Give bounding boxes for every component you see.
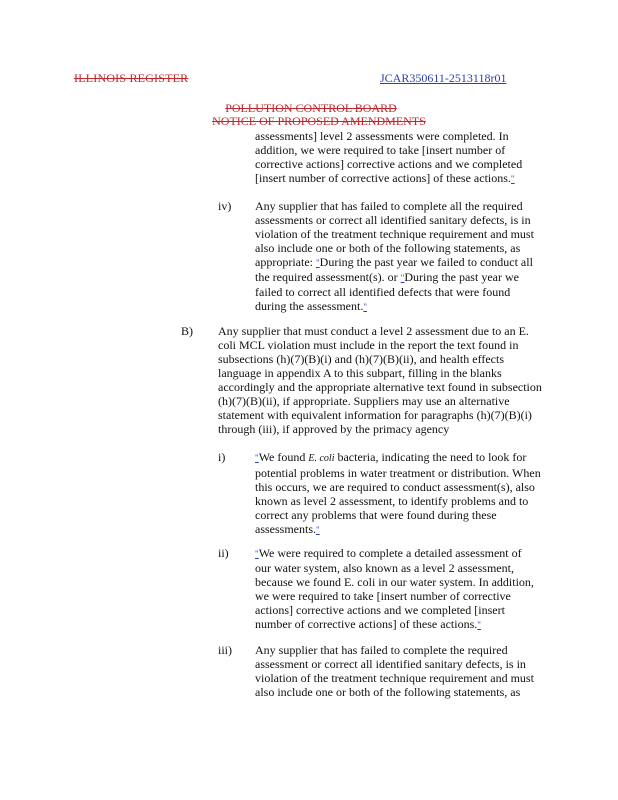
paragraph-Bii: [255, 546, 534, 632]
italic-term: E. coli: [308, 453, 335, 464]
text-segment: assessments.: [255, 522, 316, 536]
text-segment: number of corrective actions] of these actions.: [255, 617, 478, 631]
text-line: because we found E. coli in our water system. In addition,: [255, 575, 534, 589]
text-line: assessment or correct all identified sanitary defects, is in: [255, 657, 526, 671]
jcar-code: JCAR350611-2513118r01: [380, 71, 507, 85]
text-segment: During the past year we: [404, 270, 519, 284]
item-number: B): [181, 324, 193, 338]
text-line: potential problems in water treatment or distribution. When: [255, 466, 541, 480]
text-line: known as level 2 assessment, to identify problems and to: [255, 494, 529, 508]
text-line: language in appendix A to this subpart, filling in the blanks: [218, 366, 502, 380]
text-line: statement with equivalent information for paragraphs (h)(7)(B)(i): [218, 408, 532, 422]
text-line: accordingly and the appropriate alternative text found in subsection: [218, 380, 542, 394]
text-line: corrective actions] corrective actions and we completed: [255, 157, 523, 171]
text-line: correct any problems that were found during these: [255, 508, 497, 522]
text-line: we were required to take [insert number of corrective: [255, 589, 511, 603]
paragraph-iv: [255, 199, 534, 314]
text-line: [255, 171, 522, 186]
text-line: [255, 450, 541, 466]
text-segment: [insert number of corrective actions] of these actions.: [255, 171, 511, 185]
inserted-quote: ": [400, 273, 405, 283]
text-segment: During the past year we failed to conduct all: [319, 255, 533, 269]
text-line: addition, we were required to take [insert number of: [255, 143, 506, 157]
text-line: assessments or correct all identified sanitary defects, is in: [255, 213, 531, 227]
text-segment: or: [384, 270, 401, 284]
text-line: also include one or both of the following statements, as: [255, 685, 521, 699]
agency-title: POLLUTION CONTROL BOARD: [225, 101, 397, 115]
text-line: [255, 299, 534, 314]
text-line: also include one or both of the following statements, as: [255, 241, 521, 255]
text-line: [255, 255, 534, 270]
text-line: [255, 270, 534, 285]
continued-paragraph: [255, 129, 522, 186]
text-line: coli MCL violation must include in the report the text found in: [218, 338, 519, 352]
text-segment: We were required to complete a detailed assessment of: [258, 546, 522, 560]
paragraph-Bi: [255, 450, 541, 537]
text-line: failed to correct all identified defects that were found: [255, 285, 511, 299]
register-header: ILLINOIS REGISTER: [74, 71, 189, 85]
text-line: [255, 522, 541, 537]
inserted-quote: ": [316, 525, 320, 535]
text-segment: appropriate:: [255, 255, 316, 269]
inserted-quote: ": [477, 620, 481, 630]
paragraph-B: [218, 324, 542, 436]
item-number: ii): [218, 546, 229, 560]
text-line: violation of the treatment technique requirement and must: [255, 671, 534, 685]
item-number: iii): [218, 643, 232, 657]
text-line: actions] corrective actions and we completed [insert: [255, 603, 505, 617]
text-line: subsections (h)(7)(B)(i) and (h)(7)(B)(ii), and health effects: [218, 352, 505, 366]
text-segment: the required assessment(s).: [255, 270, 385, 284]
text-line: this occurs, we are required to conduct assessment(s), also: [255, 480, 535, 494]
text-segment: during the assessment.: [255, 299, 364, 313]
text-line: Any supplier that has failed to complete the required: [255, 643, 508, 657]
text-line: violation of the treatment technique requirement and must: [255, 227, 534, 241]
text-line: Any supplier that must conduct a level 2 assessment due to an E.: [218, 324, 529, 338]
inserted-quote: ": [255, 453, 259, 463]
inserted-quote: ": [363, 302, 368, 312]
inserted-quote: ": [315, 258, 320, 268]
text-line: [255, 546, 534, 561]
notice-title: NOTICE OF PROPOSED AMENDMENTS: [212, 114, 426, 128]
text-line: assessments] level 2 assessments were completed. In: [255, 129, 509, 143]
text-segment: We found: [258, 450, 309, 464]
inserted-quote: ": [255, 549, 259, 559]
item-number: iv): [218, 199, 232, 213]
item-number: i): [218, 450, 226, 464]
text-line: Any supplier that has failed to complete all the required: [255, 199, 523, 213]
text-segment: bacteria, indicating the need to look for: [334, 450, 527, 464]
paragraph-Biii: [255, 643, 534, 699]
text-line: [255, 617, 534, 632]
text-line: (h)(7)(B)(ii), if appropriate. Suppliers may use an alternative: [218, 394, 510, 408]
text-line: through (iii), if approved by the primacy agency: [218, 422, 450, 436]
inserted-quote: ": [510, 174, 515, 184]
text-line: our water system, also known as a level 2 assessment,: [255, 561, 514, 575]
